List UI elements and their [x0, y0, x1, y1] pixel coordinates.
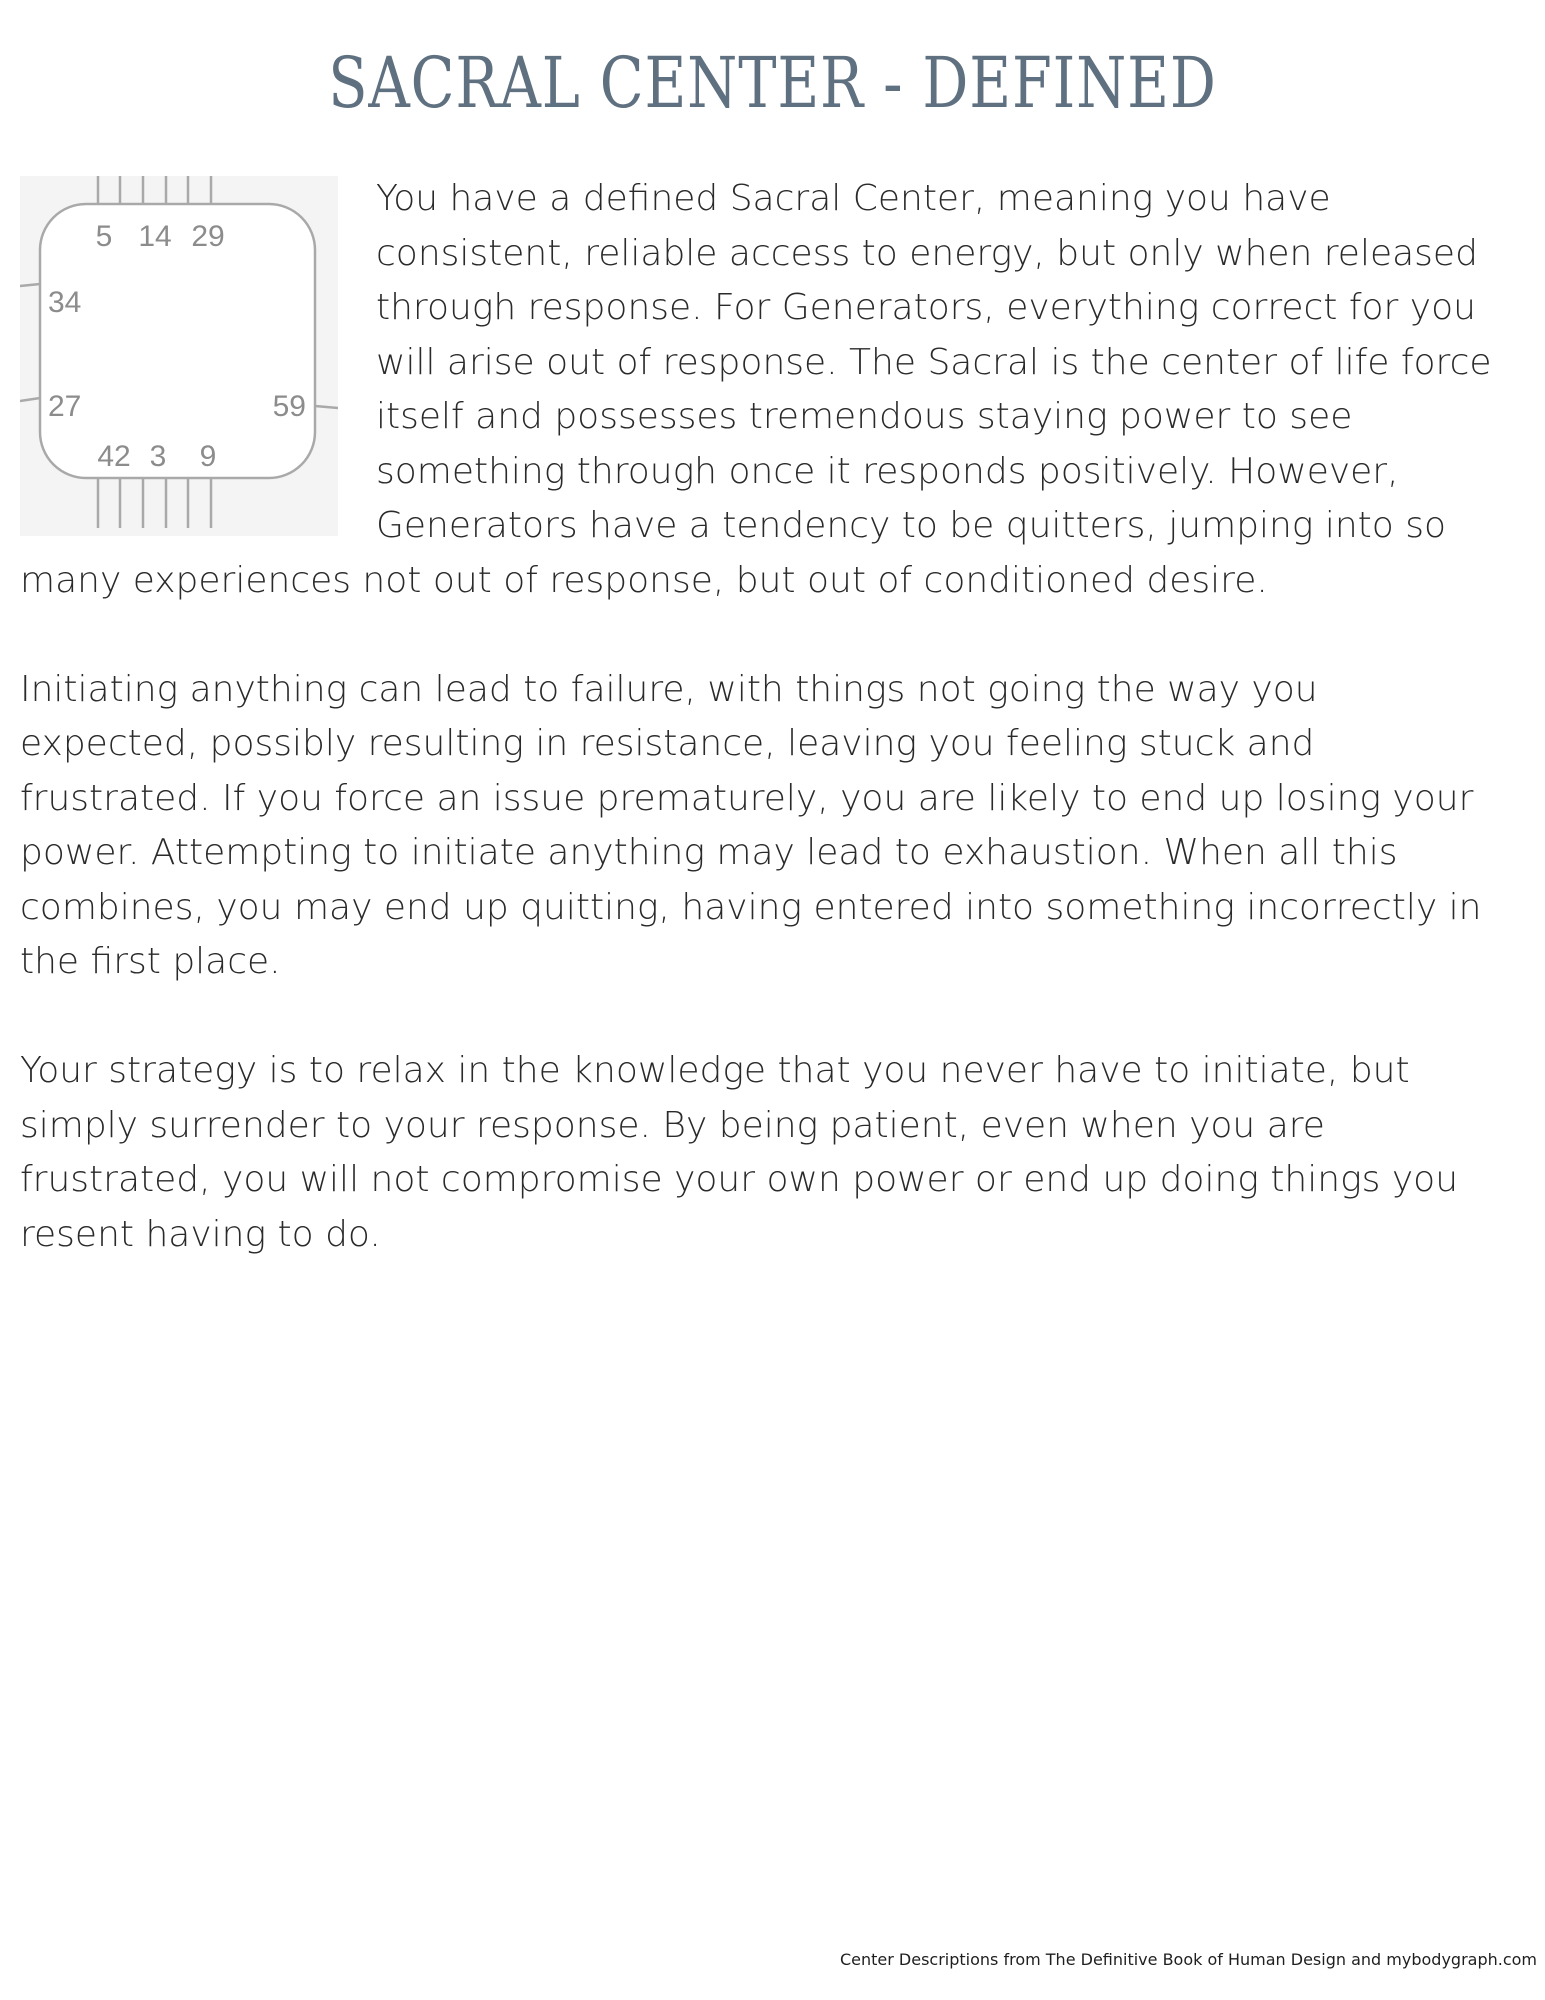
paragraph-strategy: Your strategy is to relax in the knowledge that you never have to initiate, but simply surrender to your response. By being patient, even when you are frustrated, you will not compromise your own power or end up doing things you resent having to do. — [20, 1050, 1459, 1255]
gate-label-top: 29 — [191, 220, 225, 253]
sacral-center-diagram — [20, 176, 338, 536]
gate-label-right: 59 — [272, 390, 306, 423]
gate-label-bottom: 42 — [97, 440, 131, 473]
gate-label-top: 14 — [138, 220, 172, 253]
content-body — [20, 172, 1500, 1317]
gate-label-bottom: 9 — [199, 440, 217, 473]
gate-label-left: 27 — [48, 390, 82, 423]
gate-label-left: 34 — [48, 286, 82, 319]
paragraph-intro: You have a defined Sacral Center, meaning you have consistent, reliable access to energy, but only when released through response. For Generators, everything correct for you will arise out of response. The Sacral is the center of life force itself and possesses tremendous staying power to see something through once it responds positively. However, Generators have a tendency to be quitters, jumping into so many experiences not out of response, but out of conditioned desire. — [20, 178, 1492, 601]
paragraph-initiating: Initiating anything can lead to failure, with things not going the way you expected, possibly resulting in resistance, leaving you feeling stuck and frustrated. If you force an issue prematurely, you are likely to end up losing your power. Attempting to initiate anything may lead to exhaustion. When all this combines, you may end up quitting, having entered into something incorrectly in the first place. — [20, 668, 1482, 982]
gate-line-left — [20, 398, 40, 401]
gate-line-right — [315, 406, 338, 408]
page-title: SACRAL CENTER - DEFINED — [328, 42, 1217, 124]
sacral-center-box — [40, 204, 315, 478]
gate-line-left — [20, 284, 40, 286]
footer-credit: Center Descriptions from The Definitive Book of Human Design and mybodygraph.com — [839, 1950, 1537, 1969]
sacral-center-svg — [20, 176, 338, 536]
gate-label-bottom: 3 — [149, 440, 167, 473]
gate-label-top: 5 — [95, 220, 113, 253]
